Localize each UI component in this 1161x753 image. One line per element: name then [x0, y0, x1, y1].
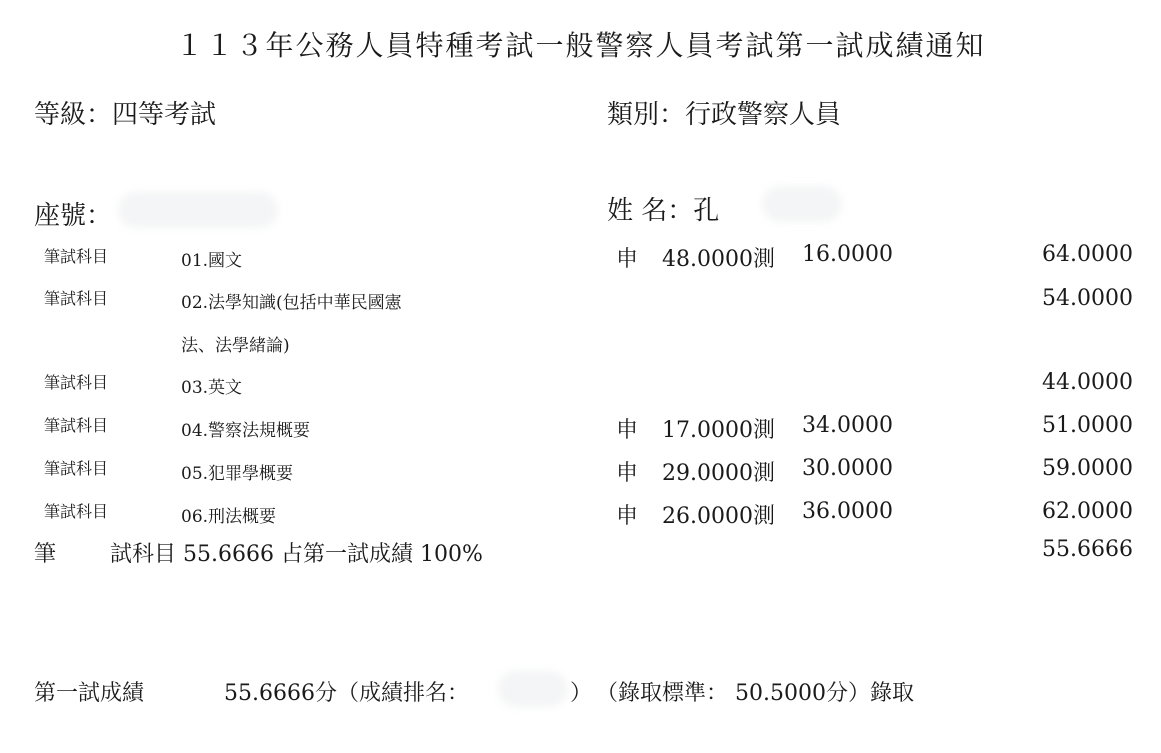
subject-type: 筆試科目 — [44, 247, 109, 266]
ce-label: 測 — [752, 504, 775, 529]
ce-label: 測 — [752, 418, 775, 443]
subject-type: 筆試科目 — [44, 373, 109, 392]
subject-name: 02.法學知識(包括中華民國憲 — [181, 293, 402, 313]
ce-score: 36.0000 — [802, 499, 893, 524]
page-title: １１３年公務人員特種考試一般警察人員考試第一試成績通知 — [175, 29, 986, 62]
subject-name: 03.英文 — [181, 378, 243, 398]
ce-score: 30.0000 — [802, 456, 893, 481]
subject-type: 筆試科目 — [44, 502, 109, 521]
name-label: 姓 名： — [607, 196, 694, 226]
level-field — [34, 94, 216, 131]
category-label: 類別： — [607, 100, 686, 130]
rank-redaction — [498, 671, 568, 707]
subject-score: 44.0000 — [1042, 370, 1133, 395]
ce-label: 測 — [752, 461, 775, 486]
name-value: 孔 — [693, 196, 720, 226]
result-label: 第一試成績 — [34, 681, 145, 706]
shen-label: 申 — [616, 418, 639, 443]
shen-score: 29.0000測 — [662, 461, 775, 486]
subject-type: 筆試科目 — [44, 416, 109, 435]
name-field — [607, 190, 719, 227]
subject-name: 06.刑法概要 — [181, 507, 277, 527]
shen-label: 申 — [616, 461, 639, 486]
ce-label: 測 — [752, 247, 775, 272]
shen-label: 申 — [616, 504, 639, 529]
subject-name: 04.警察法規概要 — [181, 421, 311, 441]
category-value: 行政警察人員 — [685, 100, 842, 130]
shen-score: 26.0000測 — [662, 504, 775, 529]
category-field — [607, 94, 841, 131]
result-close-paren: ） — [570, 681, 593, 706]
subject-score: 62.0000 — [1042, 499, 1133, 524]
seat-redaction — [118, 192, 278, 228]
level-label: 等級： — [34, 100, 113, 130]
subject-name: 01.國文 — [181, 251, 243, 271]
shen-score: 48.0000測 — [662, 247, 775, 272]
subject-score: 59.0000 — [1042, 456, 1133, 481]
subject-type: 筆試科目 — [44, 459, 109, 478]
ce-score: 34.0000 — [802, 413, 893, 438]
result-standard: （錄取標準： 50.5000分）錄取 — [596, 681, 914, 706]
result-score-text: 55.6666分（成績排名： — [224, 681, 469, 706]
subject-name: 05.犯罪學概要 — [181, 464, 294, 484]
seat-label: 座號： — [34, 201, 113, 231]
level-value: 四等考試 — [112, 100, 217, 130]
summary-char: 筆 — [34, 542, 57, 567]
shen-score: 17.0000測 — [662, 418, 775, 443]
subject-score: 54.0000 — [1042, 286, 1133, 311]
subject-score: 51.0000 — [1042, 413, 1133, 438]
subject-score: 64.0000 — [1042, 242, 1133, 267]
summary-score: 55.6666 — [1042, 537, 1133, 562]
summary-text: 試科目 55.6666 占第一試成績 100% — [110, 542, 483, 567]
subject-name-continued: 法、法學緒論) — [181, 336, 290, 356]
shen-label: 申 — [616, 247, 639, 272]
ce-score: 16.0000 — [802, 242, 893, 267]
subject-type: 筆試科目 — [44, 289, 109, 308]
name-redaction — [762, 186, 842, 222]
